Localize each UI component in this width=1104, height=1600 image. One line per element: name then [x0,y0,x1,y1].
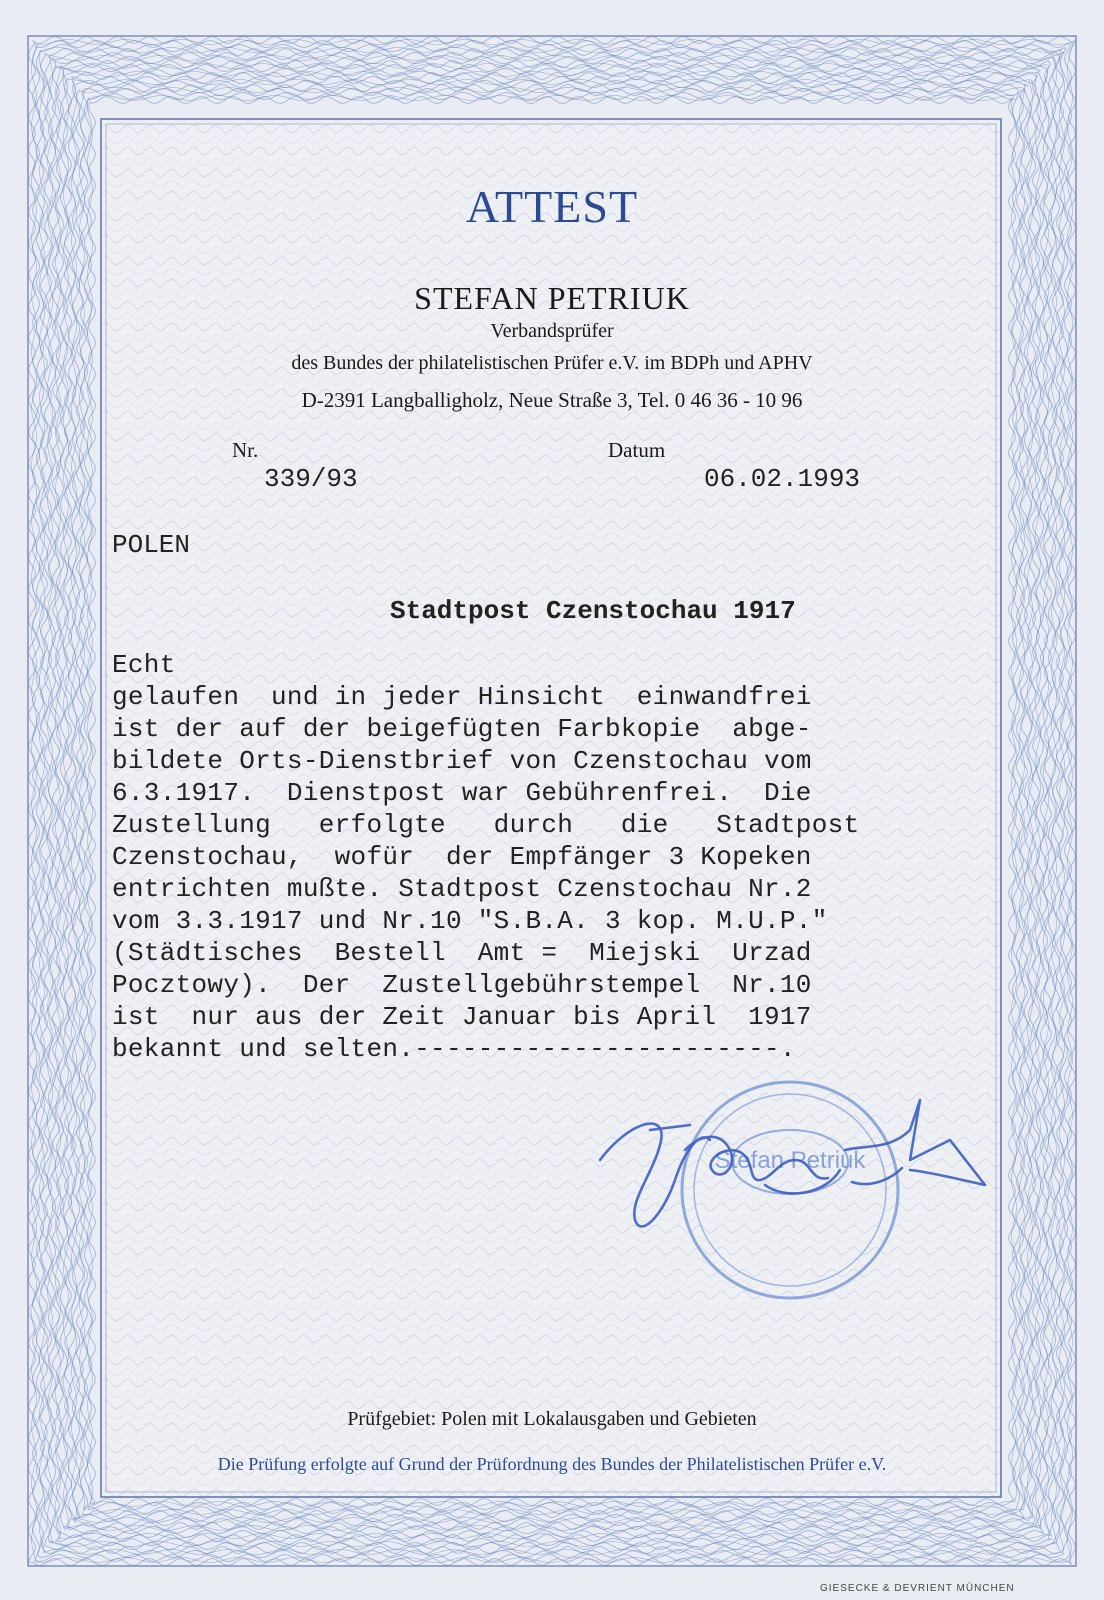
body-line: bildete Orts-Dienstbrief von Czenstochau vom [112,746,812,776]
body-line: ist nur aus der Zeit Januar bis April 1917 [112,1002,812,1032]
exam-scope: Prüfgebiet: Polen mit Lokalausgaben und Gebieten [347,1408,757,1430]
examiner-role: Verbandsprüfer [490,320,614,342]
body-line: bekannt und selten.-----------------------. [112,1034,796,1064]
certificate-title: ATTEST [465,181,639,232]
body-line: Czenstochau, wofür der Empfänger 3 Kopeken [112,842,812,872]
examiner-signature [590,1090,1010,1250]
exam-regulation: Die Prüfung erfolgte auf Grund der Prüfordnung des Bundes der Philatelistischen Prüfer e.V. [217,1454,887,1474]
body-line: 6.3.1917. Dienstpost war Gebührenfrei. Die [112,778,812,808]
body-line: Pocztowy). Der Zustellgebührstempel Nr.10 [112,970,812,1000]
association: des Bundes der philatelistischen Prüfer e.V. im BDPh und APHV [291,352,813,374]
country: POLEN [112,530,191,560]
body-line: Echt [112,650,176,680]
date-label: Datum [608,438,666,462]
body-line: Zustellung erfolgte durch die Stadtpost [112,810,860,840]
body-line: vom 3.3.1917 und Nr.10 "S.B.A. 3 kop. M.U.P." [112,906,828,936]
number-value: 339/93 [264,464,358,494]
body-line: (Städtisches Bestell Amt = Miejski Urzad [112,938,812,968]
body-line: ist der auf der beigefügten Farbkopie abge- [112,714,812,744]
subject: Stadtpost Czenstochau 1917 [390,596,796,626]
date-value: 06.02.1993 [704,464,861,494]
examiner-name: STEFAN PETRIUK [414,280,690,316]
examiner-address: D-2391 Langballigholz, Neue Straße 3, Tel. 0 46 36 - 10 96 [301,388,803,412]
printer-mark: GIESECKE & DEVRIENT MÜNCHEN [820,1583,1015,1594]
body-line: gelaufen und in jeder Hinsicht einwandfrei [112,682,812,712]
stamp-text: Stefan Petriuk [714,1147,866,1174]
body-line: entrichten mußte. Stadtpost Czenstochau Nr.2 [112,874,812,904]
number-label: Nr. [232,438,259,462]
